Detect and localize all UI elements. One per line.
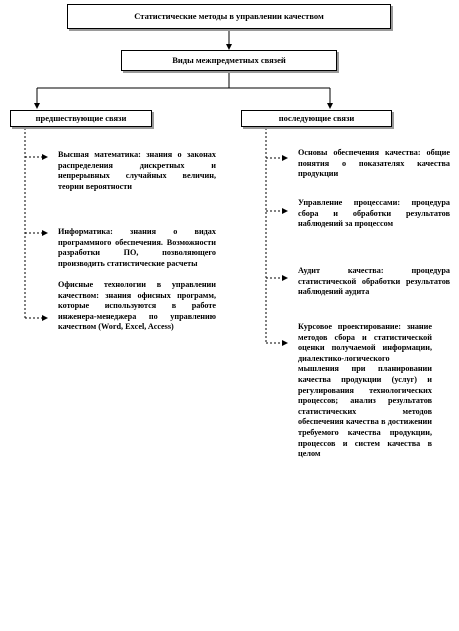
right-branch-label: последующие связи (278, 112, 355, 123)
right-item-course-project: Курсовое проектирование: знание методов сбора и статистической оценки получаемой информации, диалектико-логического мышления при планировании качества продукции (услуг) и регулирования технологических процессов; анализ результатов статистических методов обеспечения качества в достижении требуемого качества продукции, процессов и систем качества в целом (298, 322, 432, 459)
title-text: Статистические методы в управлении качеством (134, 10, 324, 21)
left-branch-label: предшествующие связи (35, 112, 127, 123)
right-item-quality-basics: Основы обеспечения качества: общие понятия о показателях качества продукции (298, 148, 450, 179)
left-item-math: Высшая математика: знания о законах распределения дискретных и непрерывных случайных величин, теории вероятности (58, 150, 216, 191)
subtitle-box (121, 50, 337, 71)
right-branch-box (241, 110, 392, 127)
right-item-quality-audit: Аудит качества: процедура статистической обработки результатов наблюдений аудита (298, 266, 450, 297)
subtitle-text: Виды межпредметных связей (172, 54, 286, 65)
left-item-informatics: Информатика: знания о видах программного обеспечения. Возможности разработки ПО, позволяющего производить статистические расчеты (58, 227, 216, 268)
right-item-process-mgmt: Управление процессами: процедура сбора и обработки результатов наблюдений за процессом (298, 198, 450, 229)
left-item-office: Офисные технологии в управлении качеством: знания офисных программ, которые используются в работе инженера-менеджера по управлению качеством (Word, Excel, Access) (58, 280, 216, 332)
title-box (67, 4, 391, 29)
left-branch-box (10, 110, 152, 127)
